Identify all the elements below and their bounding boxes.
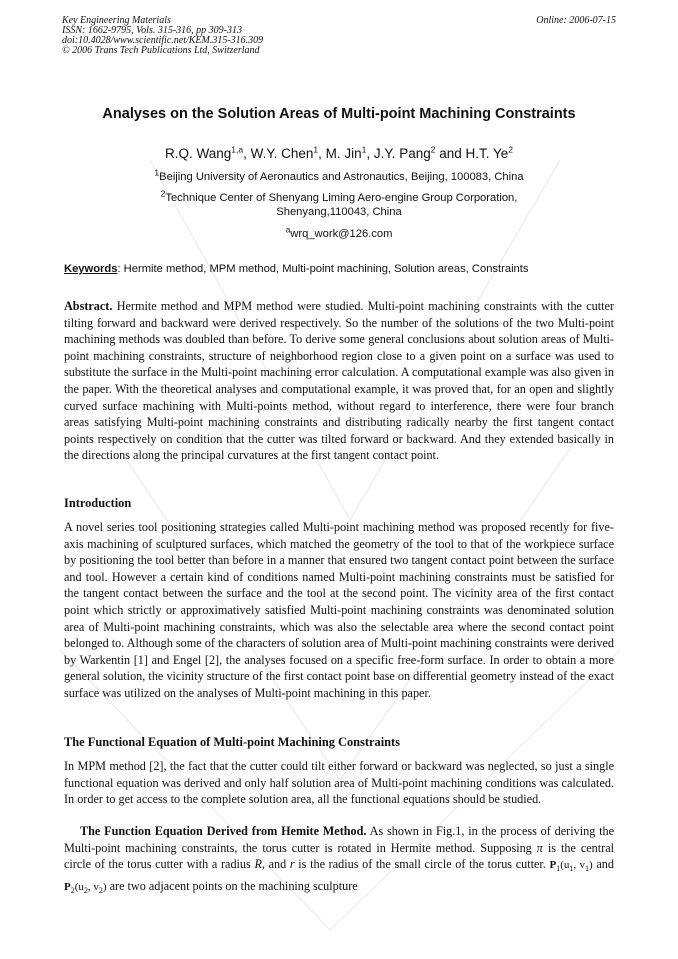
point-args: , v [87,880,99,893]
point-symbol: P [64,880,71,893]
author-name: M. Jin [325,146,362,161]
affiliation-text: Beijing University of Aeronautics and Astronautics, Beijing, 100083, China [159,171,524,183]
paragraph-text: , and [261,857,290,872]
affiliation-sup: 1 [154,167,160,178]
author-name: H.T. Ye [465,146,509,161]
author-sep: and [435,146,466,161]
affiliation-1 [40,167,638,184]
author-name: J.Y. Pang [373,146,431,161]
issn-line: ISSN: 1662-9795, Vols. 315-316, pp 309-313 [62,25,242,36]
point-args: , v [573,859,586,872]
email-line [40,224,638,241]
introduction-paragraph: A novel series tool positioning strategies called Multi-point machining method was proposed recently for five-axis machining of sculptured surfaces, which matched the geometry of the tool to that of the workpiece surface by positioning the tool better than before in a manner that ensured two tangent contact point between the surface and tool. However a certain kind of conditions named Multi-point machining constraints must be satisfied for the tangent contact between the surface and the tool at the second point. The vicinity area of the first contact point which strictly or approximatively satisfied Multi-point machining constraints was denominated solution area of Multi-point machining constraints, which was also the selectable area where the second contact point belonged to. Although some of the characters of solution area of Multi-point machining constraints were derived by Warkentin [1] and Engel [2], the analyses focused on a specific free-form surface. In order to obtain a more general solution, the vicinity structure of the first contact point base on differential geometry instead of the exact surface was utilized on the analyses of Multi-point machining in this paper. [64,520,614,700]
author-sep: , [366,146,374,161]
keywords-text: : Hermite method, MPM method, Multi-point machining, Solution areas, Constraints [117,263,529,275]
affiliation-text: Technique Center of Shenyang Liming Aero-engine Group Corporation, [165,192,518,204]
point-subscript: 2 [83,886,88,896]
point-subscript: 2 [70,886,75,896]
author-sup: 1 [361,144,367,155]
functional-paragraph: In MPM method [2], the fact that the cutter could tilt either forward or backward was neglected, so just a single functional equation was derived and only half solution area of Multi-point machining conditions was calculated. In order to get access to the complete solution area, all the functional equations should be studied. [64,759,614,807]
section-heading-introduction: Introduction [64,496,132,510]
point-p2 [64,880,107,896]
paragraph-text: is the radius of the small circle of the torus cutter. [294,857,550,872]
email-sup: a [285,224,291,235]
point-symbol: P [549,859,557,872]
point-args: ) [589,859,593,872]
journal-name: Key Engineering Materials [62,15,171,26]
point-subscript: 2 [98,886,103,896]
point-args: (u [74,880,84,893]
copyright-line: © 2006 Trans Tech Publications Ltd, Switzerland [62,45,260,56]
point-subscript: 1 [569,864,574,874]
author-sep: , [243,146,251,161]
symbol-r: r [289,857,295,872]
author-list [40,146,638,161]
affiliation-2 [40,188,638,219]
symbol-R: R [254,857,262,872]
point-p1 [549,859,593,874]
keywords-label: Keywords [64,263,118,275]
abstract-text: Hermite method and MPM method were studied. Multi-point machining constraints with the cutter tilting forward and backward were derived respectively. So the number of the solutions of the two Multi-point machining methods was doubled than before. To derive some general conclusions about solution areas of Multi-point machining constraints, structure of neighborhood region close to a given point on a surface was used to substitute the surface in the Multi-point machining error calculation. A computational example was also given in the paper. With the theoretical analyses and computational example, it was proved that, for an open and slightly curved surface machining with Multi-points method, without regard to interference, there were four branch areas satisfying Multi-point machining constraints and distributing radically nearby the first tangent contact points respectively on condition that the cutter was tilted forward or backward. And they extended basically in the directions along the principal curvatures at the first tangent contact point. [64,299,614,463]
author-sup: 1,a [231,144,244,155]
abstract-paragraph [64,298,614,464]
hermite-label: The Function Equation Derived from Hemite Method. [80,824,367,838]
paragraph-text: are two adjacent points on the machining sculpture [106,878,358,893]
point-args: (u [560,859,570,872]
affiliation-text: Shenyang,110043, China [276,206,402,218]
doi-line: doi:10.4028/www.scientific.net/KEM.315-316.309 [62,35,264,46]
journal-header [62,16,263,56]
abstract-label: Abstract. [64,299,113,313]
author-name: W.Y. Chen [250,146,314,161]
email-address[interactable]: wrq_work@126.com [290,228,393,240]
paragraph-text: is the central circle of the torus cutter with a radius [64,840,614,872]
paper-title: Analyses on the Solution Areas of Multi-point Machining Constraints [102,106,576,122]
author-sup: 2 [508,144,513,155]
author-name: R.Q. Wang [164,146,232,161]
point-subscript: 1 [556,864,561,874]
paragraph-text: and [592,857,614,872]
affiliation-sup: 2 [160,188,166,199]
keywords-line [64,263,624,275]
hermite-paragraph [64,823,614,900]
paragraph-text: As shown in Fig.1, in the process of deriving the Multi-point machining constraints, the torus cutter is rotated in Hermite method. Supposing [64,824,615,855]
symbol-pi: π [536,840,543,855]
point-args: ) [102,880,107,893]
online-date: Online: 2006-07-15 [536,15,616,26]
author-sep: , [318,146,326,161]
section-heading-functional-equation: The Functional Equation of Multi-point Machining Constraints [64,735,400,749]
point-subscript: 1 [585,864,590,874]
author-sup: 2 [430,144,436,155]
author-sup: 1 [313,144,319,155]
